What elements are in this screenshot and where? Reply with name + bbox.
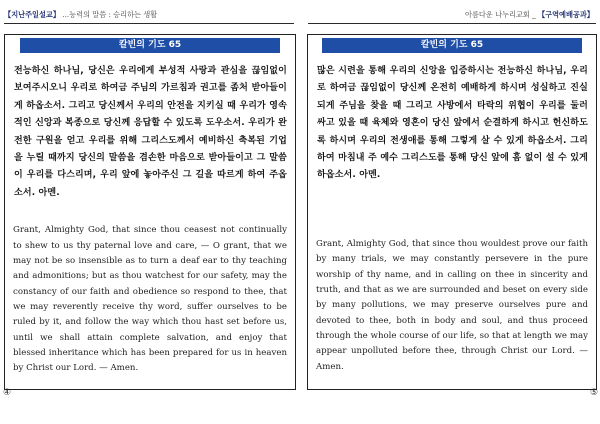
left-header-divider bbox=[4, 23, 294, 24]
right-page-number: ⑤ bbox=[590, 388, 599, 398]
lesson-header-label: 【구역예배공과】 bbox=[537, 10, 594, 19]
left-page-header bbox=[4, 10, 157, 20]
right-header-divider bbox=[308, 23, 596, 24]
sermon-header-label: 【지난주일설교】 bbox=[4, 10, 61, 19]
right-korean-prayer: 많은 시련을 통해 우리의 신앙을 입증하시는 전능하신 하나님, 우리로 하여금 끊임없이 당신께 온전히 예배하게 하시며 성실하고 진실되게 주님을 찾을 때 그리고 사방에서 타락의 위협이 우리를 둘러 싸고 있을 때 육체와 영혼이 당신 앞에서 순결하게 하시고 헌신하도록 하시며 우리의 전생애를 통해 그렇게 살 수 있게 하옵소서. 그리하여 마침내 주 예수 그리스도를 통해 당신 앞에 흠 없이 설 수 있게 하옵소서. 아멘. bbox=[317, 66, 588, 181]
right-page-header bbox=[465, 10, 594, 20]
church-name: 아름다운 나누리교회 _ bbox=[465, 10, 538, 19]
right-prayer-title: 칼빈의 기도 65 bbox=[322, 38, 582, 53]
right-english-prayer: Grant, Almighty God, that since thou wouldest prove our faith by many trials, we may constantly persevere in the pure worship of thy name, and in calling on thee in sincerity and truth, and that as we are surrounded and beset on every side by many pollutions, we may preserve ourselves pure and devoted to thee, both in body and soul, and thus proceed through the whole course of our life, so that at length we may appear unpolluted before thee, through Christ our Lord. — Amen. bbox=[316, 238, 588, 372]
left-korean-prayer: 전능하신 하나님, 당신은 우리에게 부성적 사랑과 관심을 끊임없이 보여주시오니 우리로 하여금 주님의 가르침과 권고를 좀처 받아들이게 하옵소서. 그리고 당신께서 우리의 안전을 지키실 때 우리가 영속적인 신앙과 복종으로 당신께 응답할 수 있도록 도우소서. 우리가 완전한 구원을 얻고 우리를 위해 그리스도께서 예비하신 축복된 기업을 누릴 때까지 당신의 말씀을 겸손한 마음으로 받아들이고 그 말씀이 우리를 다스리며, 우리 앞에 놓아주신 그 길을 따르게 하여 주옵소서. 아멘. bbox=[14, 66, 287, 198]
left-page-number: ④ bbox=[3, 388, 12, 398]
sermon-header-subtitle: ...능력의 말씀 : 승리하는 생활 bbox=[60, 10, 158, 19]
left-english-prayer: Grant, Almighty God, that since thou ceasest not continually to shew to us thy paternal love and care, — O grant, that we may not be so insensible as to turn a deaf ear to thy teaching and admonitions; but as thou watchest for our safety, may the constancy of our faith and obedience so respond to thee, that we may reverently receive thy word, suffer ourselves to be ruled by it, and follow the way which thou hast set before us, until we shall attain complete salvation, and enjoy that blessed inheritance which has been prepared for us in heaven by Christ our Lord. — Amen. bbox=[13, 225, 287, 374]
left-prayer-title: 칼빈의 기도 65 bbox=[20, 38, 280, 53]
right-prayer-panel bbox=[307, 34, 597, 390]
left-prayer-panel bbox=[4, 34, 296, 390]
